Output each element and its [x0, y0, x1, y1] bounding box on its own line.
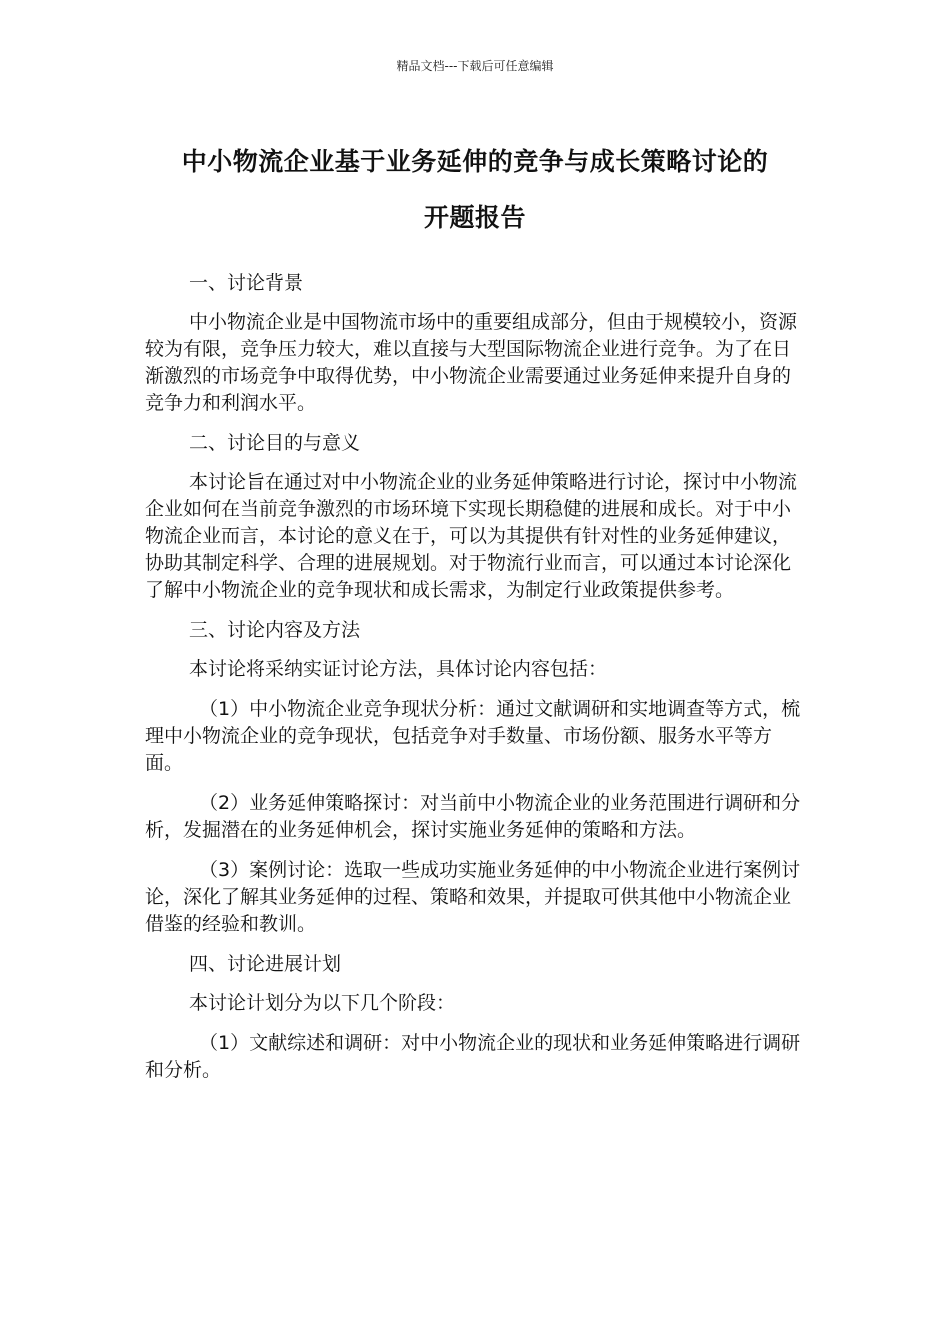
plan-item-1: （1）文献综述和调研：对中小物流企业的现状和业务延伸策略进行调研和分析。 — [145, 1032, 801, 1081]
content-item-3: （3）案例讨论：选取一些成功实施业务延伸的中小物流企业进行案例讨论，深化了解其业务延伸的过程、策略和效果，并提取可供其他中小物流企业借鉴的经验和教训。 — [145, 859, 801, 935]
section-heading-background: 一、讨论背景 — [189, 272, 304, 294]
plan-intro-paragraph: 本讨论计划分为以下几个阶段： — [189, 992, 456, 1014]
header-note: 精品文档---下载后可任意编辑 — [396, 59, 554, 73]
content-item-2: （2）业务延伸策略探讨：对当前中小物流企业的业务范围进行调研和分析，发掘潜在的业务延伸机会，探讨实施业务延伸的策略和方法。 — [145, 792, 801, 841]
content-item-1: （1）中小物流企业竞争现状分析：通过文献调研和实地调查等方式，梳理中小物流企业的竞争现状，包括竞争对手数量、市场份额、服务水平等方面。 — [145, 698, 801, 774]
document-title — [130, 134, 820, 246]
title-line-2: 开题报告 — [423, 203, 526, 232]
purpose-paragraph: 本讨论旨在通过对中小物流企业的业务延伸策略进行讨论，探讨中小物流企业如何在当前竞争激烈的市场环境下实现长期稳健的进展和成长。对于中小物流企业而言，本讨论的意义在于，可以为其提供有针对性的业务延伸建议，协助其制定科学、合理的进展规划。对于物流行业而言，可以通过本讨论深化了解中小物流企业的竞争现状和成长需求，为制定行业政策提供参考。 — [145, 471, 798, 601]
document-body — [145, 270, 807, 1084]
section-heading-content-method: 三、讨论内容及方法 — [189, 619, 361, 641]
content-intro-paragraph: 本讨论将采纳实证讨论方法，具体讨论内容包括： — [189, 658, 608, 680]
title-line-1: 中小物流企业基于业务延伸的竞争与成长策略讨论的 — [181, 147, 769, 176]
section-heading-purpose: 二、讨论目的与意义 — [189, 432, 361, 454]
section-heading-plan: 四、讨论进展计划 — [189, 953, 342, 975]
background-paragraph: 中小物流企业是中国物流市场中的重要组成部分，但由于规模较小，资源较为有限，竞争压力较大，难以直接与大型国际物流企业进行竞争。为了在日渐激烈的市场竞争中取得优势，中小物流企业需要通过业务延伸来提升自身的竞争力和利润水平。 — [145, 311, 798, 414]
